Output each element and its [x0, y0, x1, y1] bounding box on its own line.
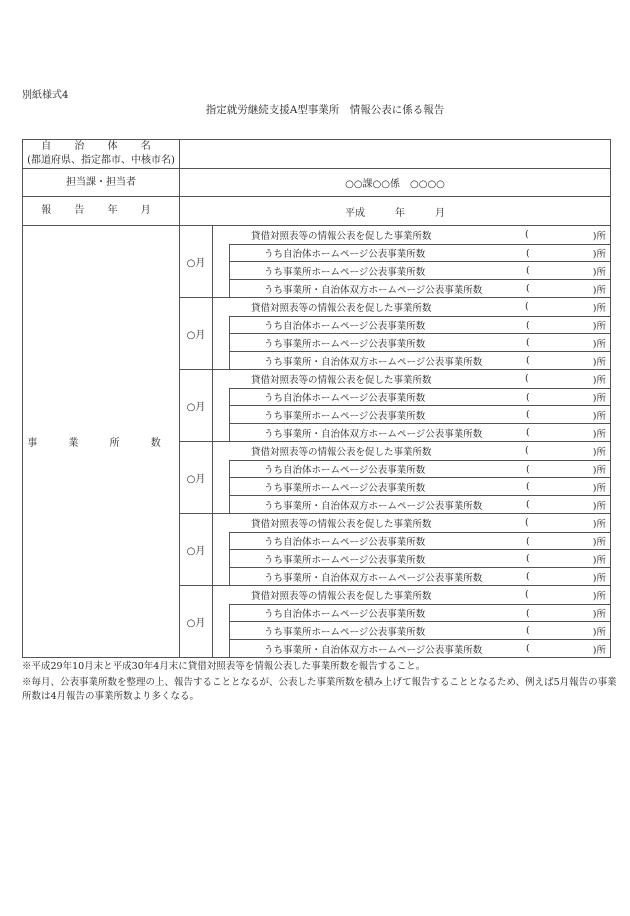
count-unit: )所	[592, 374, 606, 386]
count-input-open[interactable]: (	[525, 373, 529, 385]
total-count-line	[213, 298, 610, 316]
report-table	[22, 139, 611, 658]
note-2: ※毎月、公表事業所数を整理の上、報告することとなるが、公表した事業所数を積み上げて報告することとなるため、例えば5月報告の事業所数は4月報告の事業所数より多くなる。	[22, 677, 617, 702]
sub-count-line	[229, 423, 610, 441]
sub-count-line	[229, 567, 610, 585]
form-id: 別紙様式4	[22, 90, 69, 101]
count-line-label: うち自治体ホームページ公表事業所数	[264, 609, 426, 621]
person-in-charge-row	[23, 169, 610, 197]
sub-count-line	[229, 621, 610, 639]
count-unit: )所	[592, 266, 606, 278]
count-line-label: 貸借対照表等の情報公表を促した事業所数	[251, 518, 432, 530]
sub-count-line	[229, 639, 610, 657]
count-unit: )所	[592, 537, 606, 549]
count-unit: )所	[592, 338, 606, 350]
person-in-charge-label: 担当課・担当者	[23, 169, 180, 196]
count-unit: )所	[592, 482, 606, 494]
count-lines	[213, 514, 610, 585]
count-line-label: うち事業所ホームページ公表事業所数	[264, 554, 426, 566]
count-unit: )所	[592, 410, 606, 422]
count-input-open[interactable]: (	[526, 283, 530, 295]
month-label: ○月	[180, 586, 213, 657]
count-lines	[213, 370, 610, 441]
count-line-label: うち事業所・自治体双方ホームページ公表事業所数	[264, 356, 483, 368]
count-input-open[interactable]: (	[526, 391, 530, 403]
count-input-open[interactable]: (	[526, 265, 530, 277]
count-unit: )所	[592, 609, 606, 621]
month-block	[180, 514, 610, 586]
report-period-field[interactable]: 平成 年 月	[345, 207, 445, 219]
count-lines	[213, 442, 610, 513]
count-input-open[interactable]: (	[525, 229, 529, 241]
sub-count-line	[229, 405, 610, 423]
count-line-label: うち事業所ホームページ公表事業所数	[264, 338, 426, 350]
month-label: ○月	[180, 298, 213, 369]
total-count-line	[213, 514, 610, 532]
count-input-open[interactable]: (	[526, 535, 530, 547]
count-line-label: うち事業所・自治体双方ホームページ公表事業所数	[264, 500, 483, 512]
count-line-label: うち事業所ホームページ公表事業所数	[264, 266, 426, 278]
count-unit: )所	[592, 302, 606, 314]
count-unit: )所	[592, 518, 606, 530]
sub-count-line	[229, 244, 610, 262]
count-unit: )所	[592, 644, 606, 656]
count-unit: )所	[592, 446, 606, 458]
count-line-label: うち事業所・自治体双方ホームページ公表事業所数	[264, 572, 483, 584]
count-lines	[213, 226, 610, 297]
report-period-row	[23, 197, 610, 226]
count-input-open[interactable]: (	[526, 409, 530, 421]
count-line-label: 貸借対照表等の情報公表を促した事業所数	[251, 446, 432, 458]
count-line-label: うち事業所ホームページ公表事業所数	[264, 410, 426, 422]
count-input-open[interactable]: (	[526, 499, 530, 511]
sub-count-line	[229, 351, 610, 369]
month-label: ○月	[180, 370, 213, 441]
sub-count-line	[229, 316, 610, 334]
count-unit: )所	[592, 230, 606, 242]
municipality-label: 自 治 体 名 (都道府県、指定都市、中核市名)	[23, 140, 180, 168]
document-title: 指定就労継続支援A型事業所 情報公表に係る報告	[205, 104, 445, 116]
count-input-open[interactable]: (	[526, 319, 530, 331]
count-input-open[interactable]: (	[526, 553, 530, 565]
municipality-field[interactable]	[180, 140, 610, 168]
count-unit: )所	[592, 465, 606, 477]
notes	[22, 660, 617, 706]
sub-count-line	[229, 279, 610, 297]
count-line-label: うち自治体ホームページ公表事業所数	[264, 249, 426, 261]
month-label: ○月	[180, 226, 213, 297]
count-line-label: 貸借対照表等の情報公表を促した事業所数	[251, 374, 432, 386]
count-line-label: うち事業所・自治体双方ホームページ公表事業所数	[264, 428, 483, 440]
office-count-label: 事 業 所 数	[23, 226, 180, 657]
count-unit: )所	[592, 321, 606, 333]
month-block	[180, 370, 610, 442]
count-input-open[interactable]: (	[526, 337, 530, 349]
count-lines	[213, 586, 610, 657]
month-blocks	[180, 226, 610, 657]
count-unit: )所	[592, 554, 606, 566]
month-block	[180, 298, 610, 370]
count-input-open[interactable]: (	[526, 355, 530, 367]
count-unit: )所	[592, 428, 606, 440]
total-count-line	[213, 442, 610, 460]
count-unit: )所	[592, 572, 606, 584]
month-label: ○月	[180, 442, 213, 513]
sub-count-line	[229, 549, 610, 567]
count-unit: )所	[592, 393, 606, 405]
note-1: ※平成29年10月末と平成30年4月末に貸借対照表等を情報公表した事業所数を報告すること。	[22, 661, 426, 672]
count-line-label: うち自治体ホームページ公表事業所数	[264, 465, 426, 477]
sub-count-line	[229, 532, 610, 550]
count-line-label: うち事業所・自治体双方ホームページ公表事業所数	[264, 644, 483, 656]
sub-count-line	[229, 495, 610, 513]
sub-count-line	[229, 604, 610, 622]
count-unit: )所	[592, 249, 606, 261]
total-count-line	[213, 226, 610, 244]
count-unit: )所	[592, 626, 606, 638]
total-count-line	[213, 370, 610, 388]
sub-count-line	[229, 477, 610, 495]
count-input-open[interactable]: (	[526, 247, 530, 259]
count-line-label: うち事業所ホームページ公表事業所数	[264, 482, 426, 494]
count-input-open[interactable]: (	[526, 625, 530, 637]
total-count-line	[213, 586, 610, 604]
count-input-open[interactable]: (	[525, 445, 529, 457]
count-input-open[interactable]: (	[525, 517, 529, 529]
count-unit: )所	[592, 284, 606, 296]
count-line-label: 貸借対照表等の情報公表を促した事業所数	[251, 302, 432, 314]
count-line-label: 貸借対照表等の情報公表を促した事業所数	[251, 230, 432, 242]
sub-count-line	[229, 333, 610, 351]
month-block	[180, 226, 610, 298]
count-input-open[interactable]: (	[526, 571, 530, 583]
count-unit: )所	[592, 590, 606, 602]
count-line-label: うち自治体ホームページ公表事業所数	[264, 393, 426, 405]
office-count-section	[23, 226, 610, 657]
sub-count-line	[229, 460, 610, 478]
count-lines	[213, 298, 610, 369]
sub-count-line	[229, 388, 610, 406]
count-line-label: うち事業所ホームページ公表事業所数	[264, 626, 426, 638]
count-input-open[interactable]: (	[525, 301, 529, 313]
count-input-open[interactable]: (	[526, 643, 530, 655]
municipality-row	[23, 140, 610, 169]
person-in-charge-field[interactable]: ○○課○○係 ○○○○	[345, 179, 445, 190]
count-line-label: 貸借対照表等の情報公表を促した事業所数	[251, 590, 432, 602]
sub-count-line	[229, 261, 610, 279]
month-block	[180, 442, 610, 514]
month-block	[180, 586, 610, 657]
count-input-open[interactable]: (	[526, 481, 530, 493]
count-input-open[interactable]: (	[526, 463, 530, 475]
count-unit: )所	[592, 356, 606, 368]
count-line-label: うち事業所・自治体双方ホームページ公表事業所数	[264, 284, 483, 296]
count-unit: )所	[592, 500, 606, 512]
count-input-open[interactable]: (	[526, 607, 530, 619]
count-input-open[interactable]: (	[525, 589, 529, 601]
count-input-open[interactable]: (	[526, 427, 530, 439]
count-line-label: うち自治体ホームページ公表事業所数	[264, 321, 426, 333]
report-period-label: 報 告 年 月	[23, 197, 180, 225]
month-label: ○月	[180, 514, 213, 585]
count-line-label: うち自治体ホームページ公表事業所数	[264, 537, 426, 549]
